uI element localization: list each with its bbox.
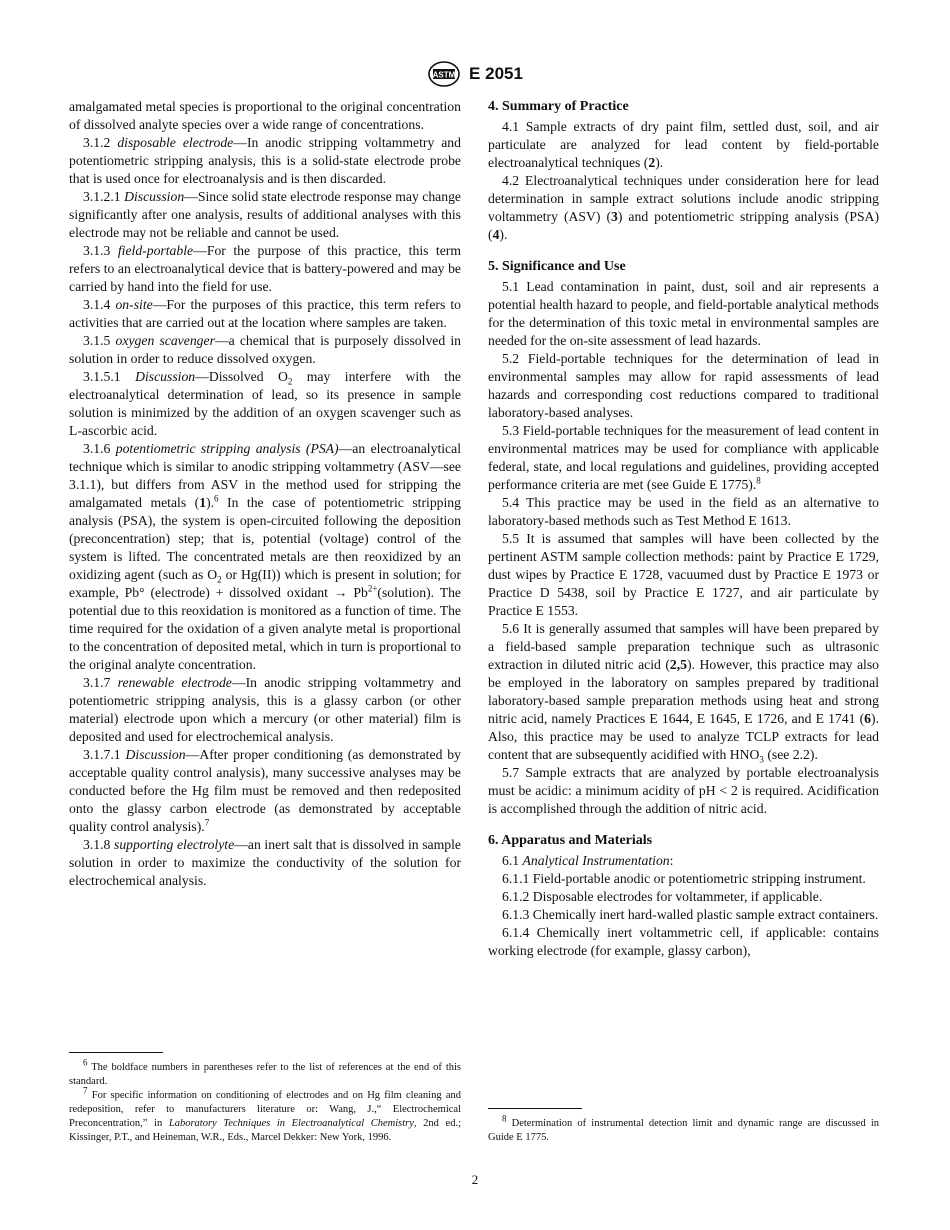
paragraph-3-1-2-1: 3.1.2.1 Discussion—Since solid state electrode response may change significantly after one analysis, results of additional analyses with this electrode may not be reliable and cannot be used. [69, 189, 462, 240]
page-header [0, 60, 950, 88]
footnote-ref: 6 [214, 493, 219, 504]
paragraph-6-1-4: 6.1.4 Chemically inert voltammetric cell, if applicable: contains working electrode (for example, glassy carbon), [488, 925, 879, 958]
paragraph-3-1-7: 3.1.7 renewable electrode—In anodic stripping voltammetry and potentiometric stripping analysis, this is a glassy carbon (or other material) electrode upon which a mercury (or other material) film is deposited and used for electrochemical analysis. [69, 675, 462, 744]
paragraph-5-4: 5.4 This practice may be used in the field as an alternative to laboratory-based methods such as Test Method E 1613. [488, 495, 879, 528]
footnotes-left [69, 1052, 461, 1145]
paragraph-5-5: 5.5 It is assumed that samples will have been collected by the pertinent ASTM sample collection methods: paint by Practice E 1729, dust wipes by Practice E 1728, vacuumed dust by Practice E 1973 or Practice D 5438, soil by Practice E 1727, and air particulate by Practice E 1553. [488, 531, 879, 618]
paragraph-4-1: 4.1 Sample extracts of dry paint film, settled dust, soil, and air particulate are analyzed for lead content by field-portable electroanalytical techniques (2). [488, 119, 879, 170]
footnotes-right [488, 1108, 879, 1145]
footnote-7: $^7$ For specific information on conditioning of electrodes and on Hg film cleaning and redeposition, refer to manufacturers literature or: Wang, J.,“ Electrochemical Preconcentration,” in Laboratory Techniques in Electroanalytical Chemistry, 2nd ed.; Kissinger, P.T., and Heineman, W.R., Eds., Marcel Dekker: New York, 1996. [69, 1085, 462, 1143]
paragraph: amalgamated metal species is proportional to the original concentration of dissolved analyte species over a wide range of concentrations. [69, 99, 461, 132]
svg-text:ASTM: ASTM [432, 70, 456, 80]
section-heading-5: 5. Significance and Use [488, 259, 626, 274]
paragraph-5-2: 5.2 Field-portable techniques for the determination of lead in environmental samples may allow for rapid assessments of lead hazards and corresponding cost reductions compared to traditional laboratory-based analyses. [488, 351, 879, 420]
paragraph-3-1-5: 3.1.5 oxygen scavenger—a chemical that is purposely dissolved in solution in order to reduce dissolved oxygen. [69, 333, 462, 366]
paragraph-3-1-4: 3.1.4 on-site—For the purposes of this practice, this term refers to activities that are carried out at the location where samples are taken. [69, 297, 462, 330]
page-number: 2 [471, 1172, 479, 1187]
paragraph-5-7: 5.7 Sample extracts that are analyzed by portable electroanalysis must be acidic: a minimum acidity of pH < 2 is required. Acidification is accomplished through the addition of nitric acid. [488, 765, 879, 816]
paragraph-3-1-7-1: 3.1.7.1 Discussion—After proper conditioning (as demonstrated by acceptable quality control analysis), many successive analyses may be conducted before the Hg film must be removed and then redeposited onto the glassy carbon electrode (as demonstrated by acceptable quality control analysis).$^7$ [69, 747, 461, 834]
astm-logo-icon [427, 60, 461, 88]
standard-designation: E 2051 [469, 64, 523, 83]
footnote-ref: 8 [756, 475, 761, 486]
paragraph-5-3: 5.3 Field-portable techniques for the measurement of lead content in environmental matrices may be used for compliance with applicable federal, state, and local regulations and guidelines, providing accepted performance criteria are met (see Guide E 1775).$^8$ [488, 423, 879, 492]
left-column [69, 98, 461, 890]
footnote-8: $^8$ Determination of instrumental detection limit and dynamic range are discussed in Guide E 1775. [488, 1113, 879, 1143]
paragraph-5-1: 5.1 Lead contamination in paint, dust, soil and air represents a potential health hazard to people, and field-portable analytical methods for the determination of this toxic metal in environmental samples are needed for the on-site assessment of lead hazards. [488, 279, 879, 348]
paragraph-6-1-2: 6.1.2 Disposable electrodes for voltammeter, if applicable. [502, 889, 823, 904]
paragraph-3-1-8: 3.1.8 supporting electrolyte—an inert salt that is dissolved in sample solution in order to maximize the conductivity of the solution for electrochemical analysis. [69, 837, 462, 888]
paragraph-3-1-3: 3.1.3 field-portable—For the purpose of this practice, this term refers to an electroanalytical device that is battery-powered and may be carried by hand into the field for use. [69, 243, 462, 294]
footnote-divider [488, 1108, 582, 1109]
section-heading-6: 6. Apparatus and Materials [488, 833, 653, 848]
paragraph-6-1-3: 6.1.3 Chemically inert hard-walled plastic sample extract containers. [502, 907, 879, 922]
section-heading-4: 4. Summary of Practice [488, 99, 629, 114]
paragraph-6-1: 6.1 Analytical Instrumentation: [502, 853, 674, 868]
paragraph-3-1-6: 3.1.6 potentiometric stripping analysis (PSA)—an electroanalytical technique which is similar to anodic stripping voltammetry (ASV—see 3.1.1), but differs from ASV in the method used for stripping the amalgamated metals (1).$^6$ In the case of potentiometric stripping analysis (PSA), the system is open-circuited following the deposition (preconcentration) step; that is, potential (voltage) control of the system is lifted. The concentrated metals are then reoxidized by an oxidizing agent (such as $O_2$ or Hg(II)) which is present in solution; for example, Pb° (electrode) + dissolved oxidant → $Pb^{2+}(solution)$. The potential due to this reoxidation is monitored as a function of time. The time required for the oxidation of a given analyte metal is proportional to the concentration of deposited metal, which in turn is proportional to the original analyte concentration. [69, 441, 462, 672]
footnote-ref: 7 [204, 817, 210, 828]
paragraph-5-6: 5.6 It is generally assumed that samples will have been prepared by a field-based sample preparation technique such as ultrasonic extraction in diluted nitric acid (2,5). However, this practice may also be employed in the laboratory on samples prepared by traditional laboratory-based sample preparation methods using heat and strong nitric acid, namely Practices E 1644, E 1645, E 1726, and E 1741 (6). Also, this practice may be used to analyze TCLP extracts for lead content that are subsequently acidified with $HNO_3$ (see 2.2). [488, 621, 879, 765]
footnote-divider [69, 1052, 163, 1053]
right-column [488, 98, 879, 960]
paragraph-4-2: 4.2 Electroanalytical techniques under consideration here for lead determination in sample extract solutions include anodic stripping voltammetry (ASV) (3) and potentiometric stripping analysis (PSA) (4). [488, 173, 880, 242]
paragraph-6-1-1: 6.1.1 Field-portable anodic or potentiometric stripping instrument. [502, 871, 866, 886]
footnote-6: $^6$ The boldface numbers in parentheses refer to the list of references at the end of this standard. [69, 1057, 461, 1087]
paragraph-3-1-2: 3.1.2 disposable electrode—In anodic stripping voltammetry and potentiometric stripping analysis, this is a solid-state electrode probe that is used once for electroanalysis and is then discarded. [69, 135, 461, 186]
paragraph-3-1-5-1: 3.1.5.1 Discussion—Dissolved $O_2$ may interfere with the electroanalytical determination of lead, so its presence in sample solution is minimized by the addition of an oxygen scavenger such as L-ascorbic acid. [69, 369, 461, 438]
